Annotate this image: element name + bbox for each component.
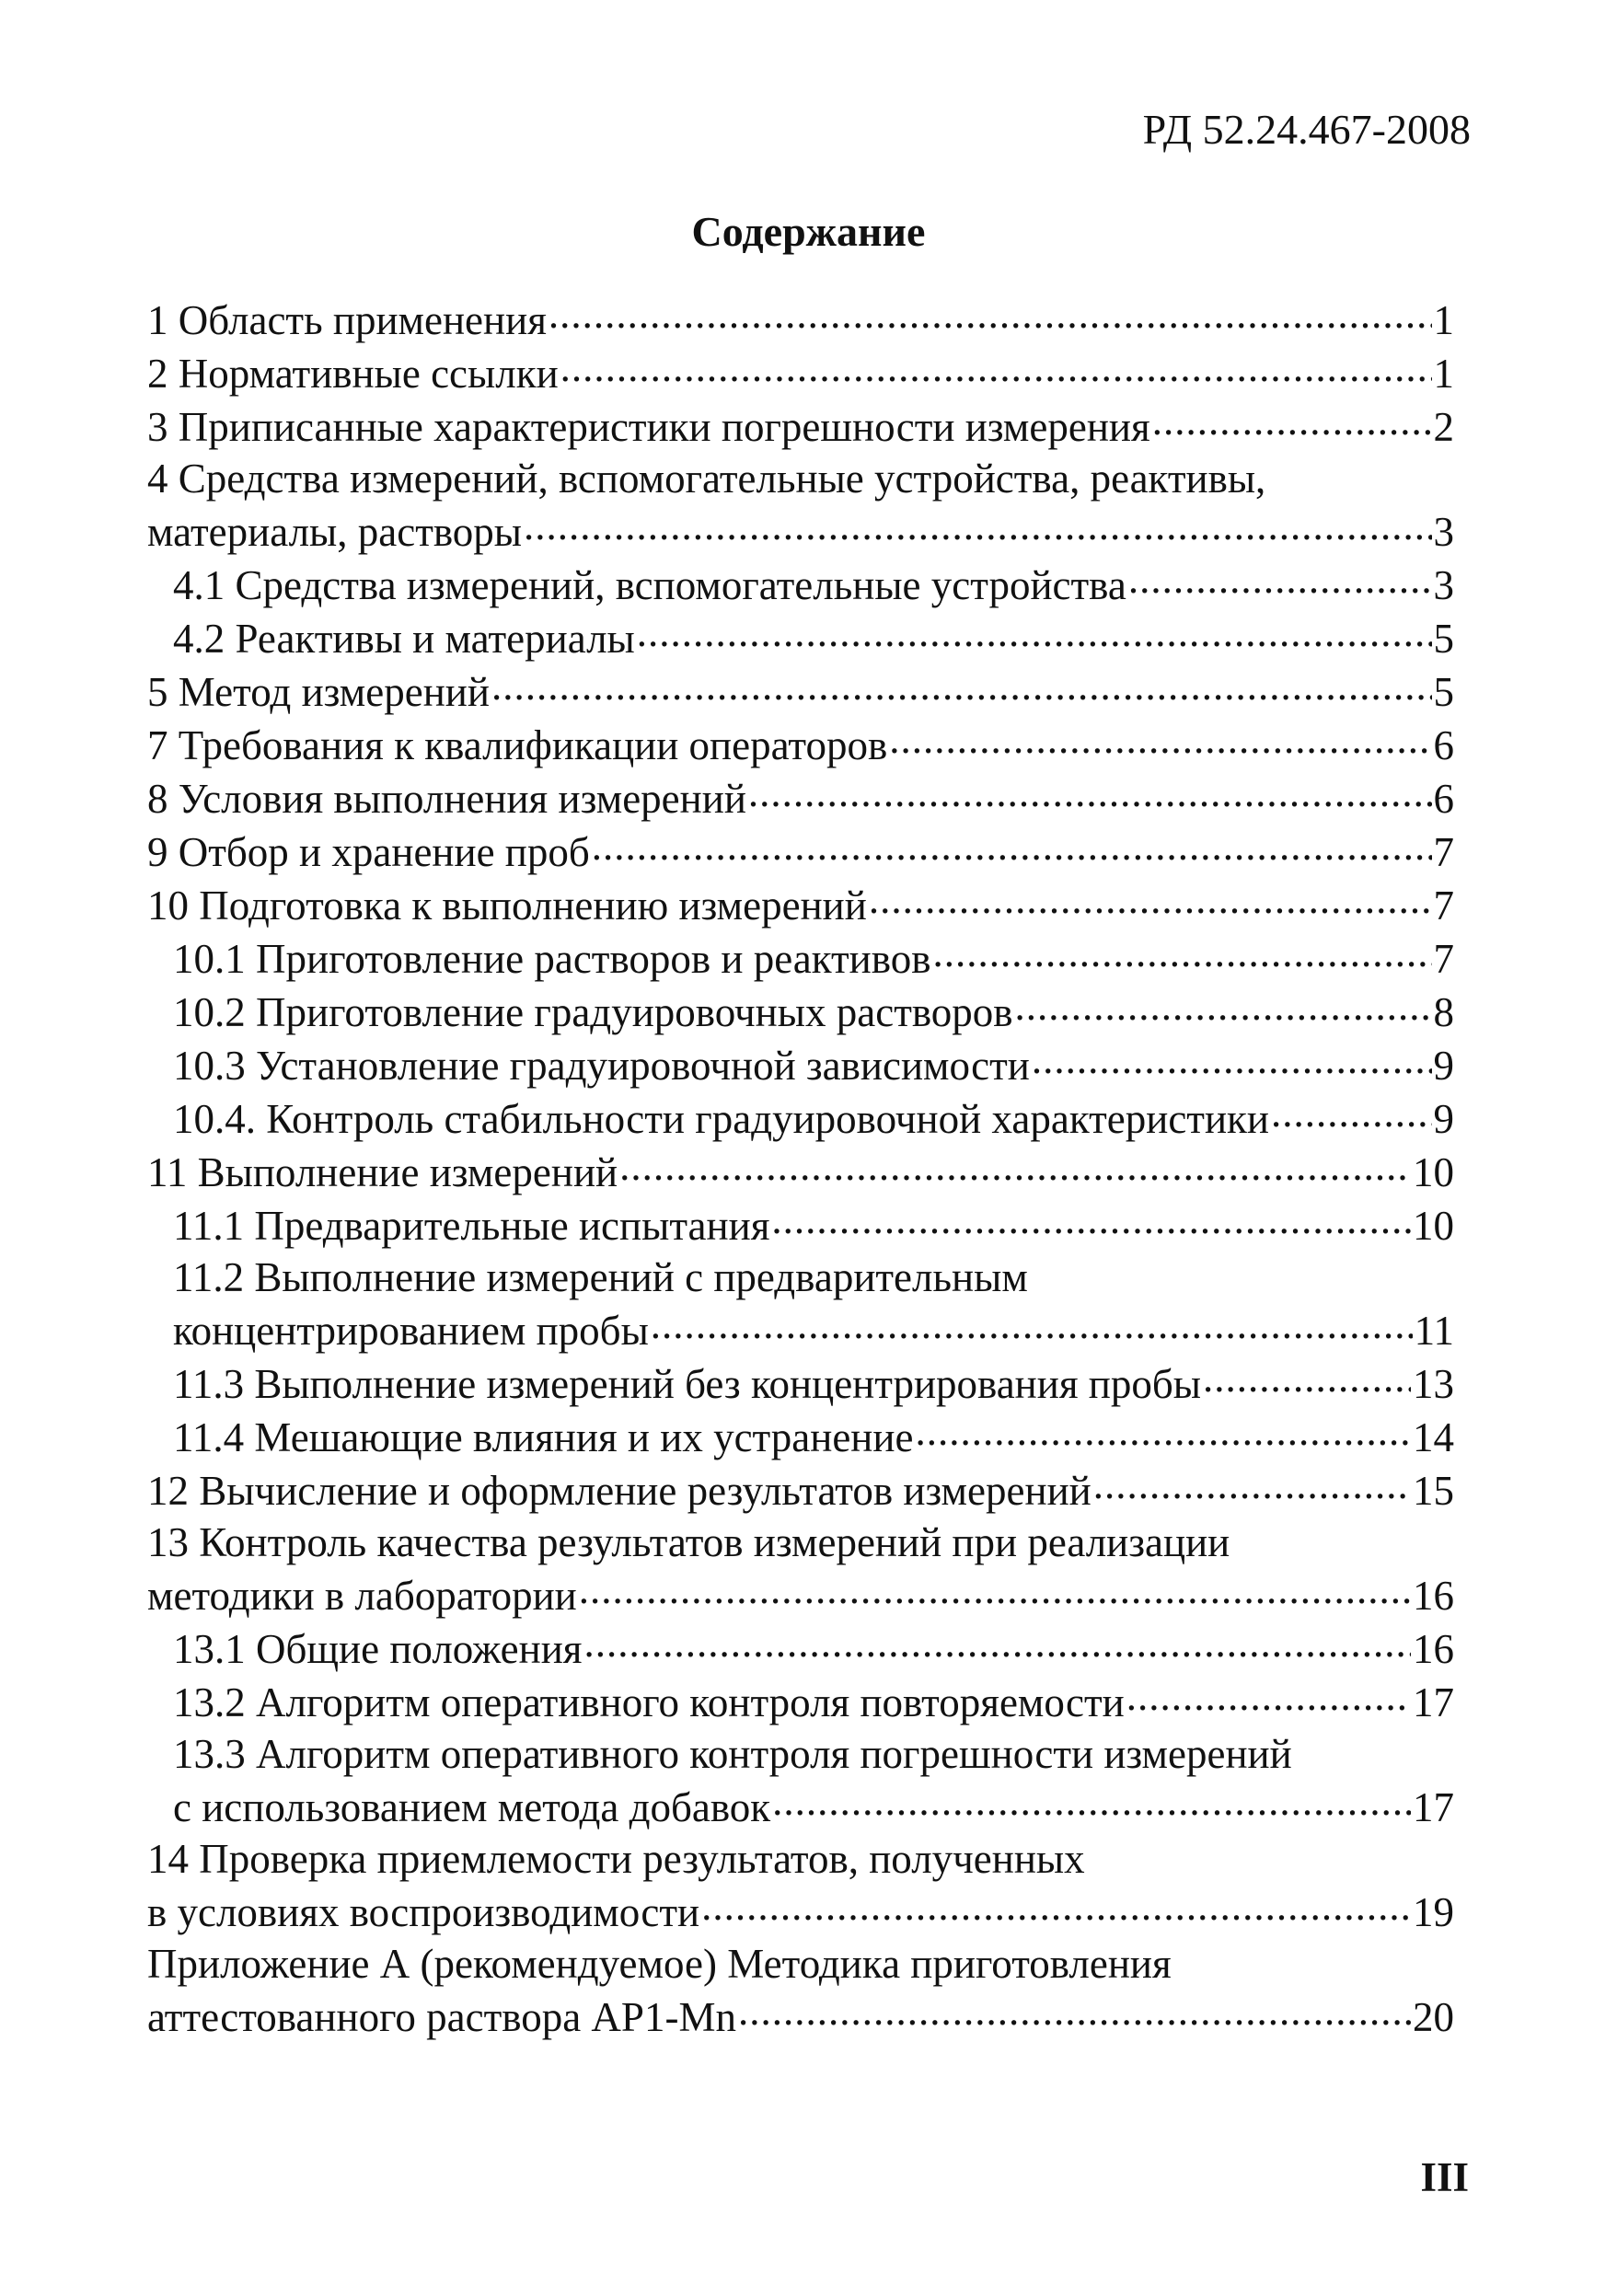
toc-entry[interactable]: [147, 1410, 1454, 1463]
toc-leader-dots: [932, 931, 1431, 973]
toc-entry-title: 13.1 Общие положения: [173, 1626, 583, 1672]
toc-entry-page: 10: [1413, 1203, 1454, 1249]
toc-leader-dots: [915, 1410, 1411, 1451]
toc-entry[interactable]: [147, 1517, 1454, 1621]
toc-leader-dots: [619, 1145, 1411, 1186]
toc-entry[interactable]: [147, 1198, 1454, 1252]
toc-leader-dots: [1203, 1356, 1411, 1398]
toc-leader-dots: [637, 611, 1432, 652]
toc-entry-title: 14 Проверка приемлемости результатов, полученных: [147, 1836, 1085, 1882]
toc-entry-title: 5 Метод измерений: [147, 669, 490, 715]
toc-entry-title: 10.2 Приготовление градуировочных растворов: [173, 989, 1013, 1035]
toc-entry-title: 13 Контроль качества результатов измерений при реализации: [147, 1519, 1230, 1565]
toc-entry[interactable]: [147, 1091, 1454, 1145]
toc-entry[interactable]: [147, 1356, 1454, 1410]
toc-entry-page: 20: [1413, 1994, 1454, 2040]
toc-entry-page: 17: [1413, 1679, 1454, 1725]
toc-entry[interactable]: [147, 558, 1454, 611]
toc-entry-title: 10.1 Приготовление растворов и реактивов: [173, 936, 931, 982]
toc-entry-page: 8: [1433, 989, 1454, 1035]
toc-entry-page: 7: [1433, 829, 1454, 875]
toc-entry-title: материалы, растворы: [147, 509, 523, 555]
toc-entry[interactable]: [147, 1938, 1454, 2043]
toc-entry-page: 10: [1413, 1149, 1454, 1195]
toc-entry-page: 16: [1413, 1626, 1454, 1672]
toc-entry[interactable]: [147, 1833, 1454, 1938]
toc-entry[interactable]: [147, 664, 1454, 718]
toc-entry-page: 1: [1433, 297, 1454, 343]
toc-leader-dots: [592, 825, 1432, 866]
toc-entry-title: 13.3 Алгоритм оперативного контроля погрешности измерений: [173, 1731, 1292, 1777]
toc-entry-title: 4.1 Средства измерений, вспомогательные устройства: [173, 562, 1126, 608]
toc-entry-title: 10 Подготовка к выполнению измерений: [147, 883, 867, 929]
toc-leader-dots: [579, 1568, 1411, 1610]
toc-entry[interactable]: [147, 931, 1454, 985]
toc-entry[interactable]: [147, 771, 1454, 825]
toc-leader-dots: [869, 878, 1432, 919]
toc-entry-page: 3: [1433, 509, 1454, 555]
toc-entry-page: 6: [1433, 722, 1454, 768]
toc-entry-page: 19: [1413, 1889, 1454, 1935]
toc-leader-dots: [1128, 558, 1432, 599]
toc-entry-title: 7 Требования к квалификации операторов: [147, 722, 888, 768]
toc-entry[interactable]: [147, 1621, 1454, 1675]
toc-entry[interactable]: [147, 1252, 1454, 1356]
toc-entry-page: 16: [1413, 1573, 1454, 1619]
toc-entry-page: 7: [1433, 883, 1454, 929]
toc-leader-dots: [1152, 399, 1432, 441]
toc-title: Содержание: [691, 208, 926, 255]
toc-entry-page: 7: [1433, 936, 1454, 982]
toc-entry-title: 10.3 Установление градуировочной зависимости: [173, 1043, 1030, 1089]
toc-leader-dots: [491, 664, 1432, 706]
toc-entry-title: 13.2 Алгоритм оперативного контроля повторяемости: [173, 1679, 1125, 1725]
toc-leader-dots: [701, 1885, 1411, 1926]
toc-entry-title: 12 Вычисление и оформление результатов измерений: [147, 1468, 1091, 1514]
toc-entry-title: 11 Выполнение измерений: [147, 1149, 618, 1195]
toc-leader-dots: [1032, 1038, 1432, 1079]
toc-entry[interactable]: [147, 1038, 1454, 1091]
toc-entry[interactable]: [147, 611, 1454, 664]
toc-leader-dots: [748, 771, 1432, 813]
toc-entry-title: 4.2 Реактивы и материалы: [173, 616, 635, 662]
toc-entry[interactable]: [147, 1728, 1454, 1833]
toc-leader-dots: [549, 293, 1432, 334]
toc-entry-page: 2: [1433, 404, 1454, 450]
toc-entry[interactable]: [147, 399, 1454, 453]
toc-leader-dots: [889, 718, 1431, 759]
toc-entry-page: 9: [1433, 1043, 1454, 1089]
toc-entry[interactable]: [147, 985, 1454, 1038]
toc-entry-title: 1 Область применения: [147, 297, 547, 343]
toc-entry-page: 5: [1433, 616, 1454, 662]
toc-entry[interactable]: [147, 453, 1454, 558]
toc-entry-title: 2 Нормативные ссылки: [147, 351, 559, 397]
toc-leader-dots: [772, 1780, 1411, 1821]
toc-entry[interactable]: [147, 346, 1454, 399]
table-of-contents: [147, 293, 1454, 2043]
toc-entry-page: 13: [1413, 1361, 1454, 1407]
toc-entry-title: 11.2 Выполнение измерений с предварительным: [173, 1254, 1028, 1300]
toc-entry[interactable]: [147, 825, 1454, 878]
toc-entry-title: 10.4. Контроль стабильности градуировочной характеристики: [173, 1096, 1269, 1142]
toc-entry-title: 3 Приписанные характеристики погрешности измерения: [147, 404, 1150, 450]
toc-entry-page: 11: [1414, 1308, 1454, 1354]
toc-entry-page: 6: [1433, 776, 1454, 822]
toc-leader-dots: [524, 504, 1431, 546]
toc-entry[interactable]: [147, 718, 1454, 771]
toc-entry-title: с использованием метода добавок: [173, 1784, 771, 1830]
toc-entry-title: 11.4 Мешающие влияния и их устранение: [173, 1414, 914, 1460]
toc-entry-title: 8 Условия выполнения измерений: [147, 776, 746, 822]
toc-entry-title: 4 Средства измерений, вспомогательные устройства, реактивы,: [147, 456, 1266, 502]
toc-entry-title: аттестованного раствора АР1-Mn: [147, 1994, 736, 2040]
toc-leader-dots: [651, 1303, 1413, 1344]
toc-entry-page: 1: [1433, 351, 1454, 397]
toc-entry-title: Приложение А (рекомендуемое) Методика приготовления: [147, 1941, 1172, 1987]
toc-entry-title: 11.3 Выполнение измерений без концентрирования пробы: [173, 1361, 1202, 1407]
toc-entry-page: 15: [1413, 1468, 1454, 1514]
toc-entry-page: 17: [1413, 1784, 1454, 1830]
toc-entry-page: 3: [1433, 562, 1454, 608]
toc-leader-dots: [738, 1990, 1411, 2031]
toc-leader-dots: [1093, 1463, 1411, 1505]
toc-leader-dots: [771, 1198, 1411, 1240]
toc-entry-title: методики в лаборатории: [147, 1573, 577, 1619]
toc-entry[interactable]: [147, 1675, 1454, 1728]
toc-entry[interactable]: [147, 1145, 1454, 1198]
page-number: III: [1420, 2154, 1469, 2200]
toc-entry-page: 5: [1433, 669, 1454, 715]
toc-entry-title: 11.1 Предварительные испытания: [173, 1203, 770, 1249]
toc-entry[interactable]: [147, 293, 1454, 346]
toc-entry-page: 14: [1413, 1414, 1454, 1460]
toc-leader-dots: [1015, 985, 1432, 1026]
toc-leader-dots: [560, 346, 1432, 387]
toc-entry-title: концентрированием пробы: [173, 1308, 649, 1354]
toc-leader-dots: [1271, 1091, 1432, 1133]
toc-entry[interactable]: [147, 878, 1454, 931]
toc-entry-title: в условиях воспроизводимости: [147, 1889, 700, 1935]
toc-entry-page: 9: [1433, 1096, 1454, 1142]
toc-leader-dots: [584, 1621, 1411, 1663]
toc-entry[interactable]: [147, 1463, 1454, 1517]
toc-entry-title: 9 Отбор и хранение проб: [147, 829, 590, 875]
toc-leader-dots: [1126, 1675, 1411, 1716]
document-code: РД 52.24.467-2008: [1142, 106, 1471, 153]
